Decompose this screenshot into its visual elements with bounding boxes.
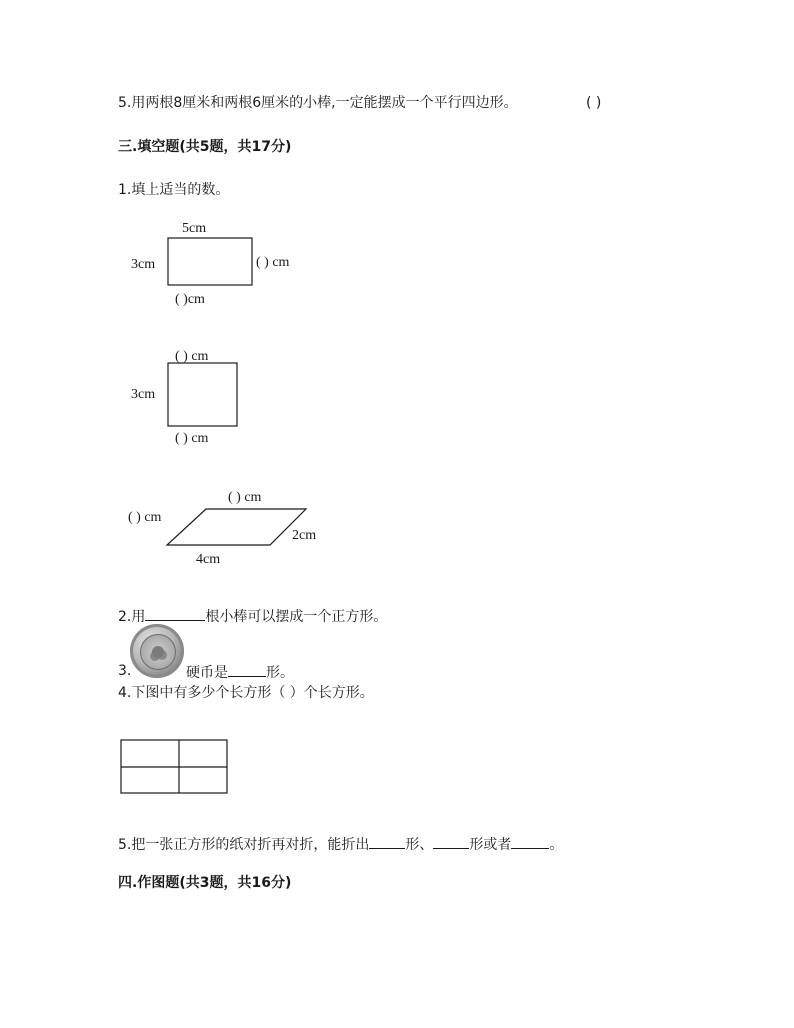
rect-right-label: ( ) cm <box>256 255 290 270</box>
answer-blank[interactable] <box>228 662 266 677</box>
judge-question-5: 5.用两根8厘米和两根6厘米的小棒,一定能摆成一个平行四边形。 <box>118 95 518 111</box>
parallelogram-left-label: ( ) cm <box>128 510 162 525</box>
parallelogram-bottom-label: 4cm <box>196 552 221 567</box>
square-bottom-label: ( ) cm <box>175 431 209 446</box>
fill-question-4: 4.下图中有多少个长方形（ ）个长方形。 <box>118 685 374 701</box>
parallelogram-top-label: ( ) cm <box>228 490 262 505</box>
rect-bottom-label: ( )cm <box>175 292 205 307</box>
fill-question-2: 2.用 根小棒可以摆成一个正方形。 <box>118 606 387 625</box>
answer-blank[interactable] <box>145 606 205 621</box>
square-top-label: ( ) cm <box>175 349 209 364</box>
square-left-label: 3cm <box>131 387 156 402</box>
square-shape <box>168 363 237 426</box>
section-title-drawing: 四.作图题(共3题，共16分) <box>118 875 292 891</box>
fill-question-3: 硬币是 形。 <box>186 662 294 681</box>
parallelogram-shape <box>167 509 306 545</box>
section-title-fill-in: 三.填空题(共5题，共17分) <box>118 139 292 155</box>
grid-of-rectangles <box>121 740 227 793</box>
answer-blank[interactable] <box>433 834 469 849</box>
answer-parenthesis: ( ) <box>586 95 602 111</box>
answer-blank[interactable] <box>511 834 549 849</box>
rect-left-label: 3cm <box>131 257 156 272</box>
fill-question-5: 5.把一张正方形的纸对折再对折，能折出 形、 形或者 。 <box>118 834 563 853</box>
coin-image <box>130 624 184 678</box>
rect-top-label: 5cm <box>182 221 207 236</box>
fill-question-1: 1.填上适当的数。 <box>118 182 230 198</box>
fill-question-3-number: 3. <box>118 663 132 679</box>
parallelogram-right-label: 2cm <box>292 528 317 543</box>
rectangle-shape <box>168 238 252 285</box>
answer-blank[interactable] <box>369 834 405 849</box>
